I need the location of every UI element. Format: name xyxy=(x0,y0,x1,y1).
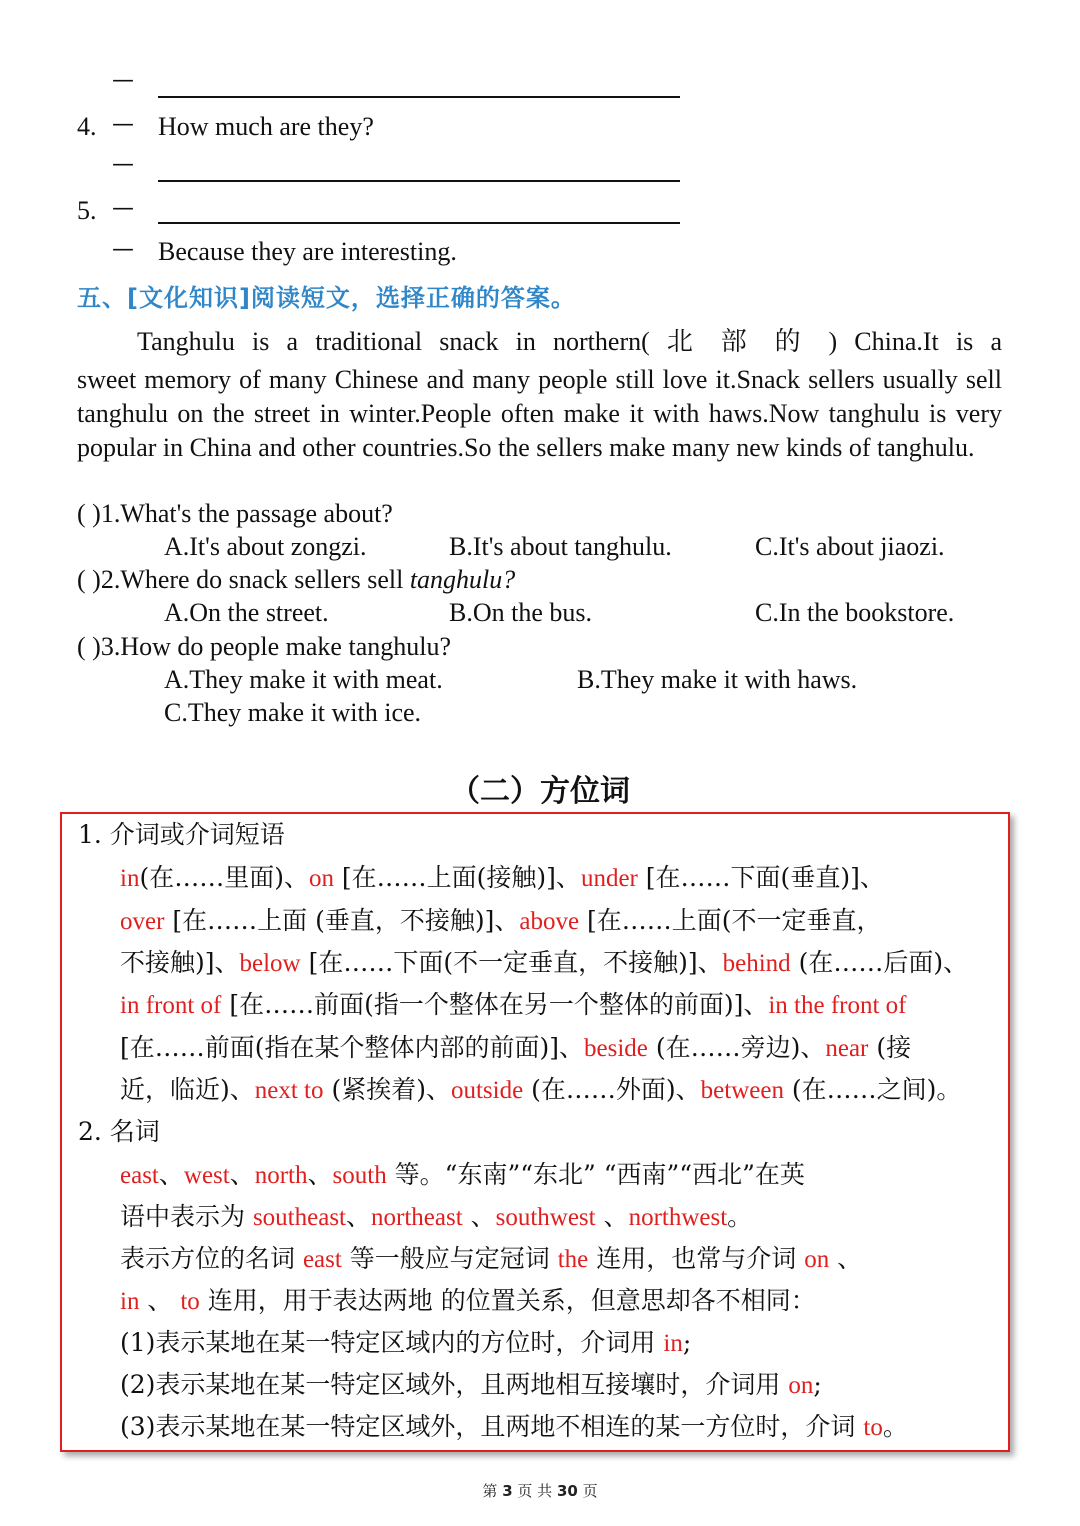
q4-text: How much are they? xyxy=(158,112,374,141)
text-segment: 语中表示为 xyxy=(120,1202,253,1231)
box-line-12 xyxy=(120,1368,822,1403)
keyword-red: east xyxy=(302,1246,342,1273)
keyword-red: near xyxy=(825,1035,869,1062)
text-segment: (紧挨着)、 xyxy=(323,1075,451,1104)
text-segment: (2)表示某地在某一特定区域外，且两地相互接壤时，介词用 xyxy=(120,1370,789,1399)
keyword-red: west xyxy=(183,1162,230,1189)
dash-4b: — xyxy=(112,152,134,177)
passage-body: sweet memory of many Chinese and many people still love it.Snack sellers usually sell tanghulu on the street in winter.People often make it with haws.Now tanghulu is very popular in China and other countries.So the sellers make many new kinds of tanghulu. xyxy=(77,365,1002,462)
keyword-red: to xyxy=(180,1288,200,1315)
keyword-red: east xyxy=(120,1162,159,1189)
text-segment: (在……外面)、 xyxy=(523,1075,701,1104)
q1-option-c[interactable]: C.It's about jiaozi. xyxy=(755,532,945,561)
text-segment: [在……下面(垂直)]、 xyxy=(637,863,885,892)
question-1: ( )1.What's the passage about? xyxy=(77,499,393,528)
text-segment: ; xyxy=(682,1328,692,1357)
keyword-red: in xyxy=(663,1330,683,1357)
text-segment: (接 xyxy=(868,1033,912,1062)
text-segment: 、 xyxy=(829,1244,863,1273)
box-line-9 xyxy=(120,1242,862,1277)
text-segment: 。 xyxy=(882,1412,908,1441)
text-segment: 、 xyxy=(462,1202,496,1231)
keyword-red: in xyxy=(120,1288,140,1315)
dash-5b: — xyxy=(112,237,134,262)
text-segment: (在……之间)。 xyxy=(783,1075,962,1104)
text-segment: [在……上面(接触)]、 xyxy=(333,863,581,892)
text-segment: 连用，用于表达两地 的位置关系，但意思却各不相同： xyxy=(199,1286,816,1315)
box-line-3 xyxy=(120,946,968,981)
keyword-red: on xyxy=(804,1246,830,1273)
text-segment: (在……后面)、 xyxy=(790,948,969,977)
text-segment: 。 xyxy=(727,1202,753,1231)
text-segment: 近，临近)、 xyxy=(120,1075,255,1104)
q4-number: 4. xyxy=(77,112,97,141)
keyword-red: southwest xyxy=(495,1204,596,1231)
footer-total: 30 xyxy=(556,1482,578,1500)
q2-option-c[interactable]: C.In the bookstore. xyxy=(755,598,955,627)
q3-option-c[interactable]: C.They make it with ice. xyxy=(164,698,422,727)
keyword-red: outside xyxy=(450,1077,524,1104)
box-line-10 xyxy=(120,1284,816,1319)
dash-5a: — xyxy=(112,196,134,221)
question-3: ( )3.How do people make tanghulu? xyxy=(77,632,452,661)
footer-page: 3 xyxy=(502,1482,513,1500)
box-line-5 xyxy=(120,1031,911,1066)
keyword-red: below xyxy=(239,950,301,977)
section-title: （二）方位词 xyxy=(450,774,630,809)
text-segment: [在……前面(指一个整体在另一个整体的前面)]、 xyxy=(221,990,769,1019)
box-heading-1: 1. 介词或介词短语 xyxy=(78,820,285,849)
keyword-red: to xyxy=(863,1414,883,1441)
text-segment: [在……下面(不一定垂直，不接触)]、 xyxy=(300,948,723,977)
page-footer xyxy=(0,1480,1080,1501)
box-heading-2: 2. 名词 xyxy=(78,1117,160,1146)
keyword-red: beside xyxy=(584,1035,648,1062)
keyword-red: northwest xyxy=(628,1204,728,1231)
text-segment: 、 xyxy=(595,1202,629,1231)
text-segment: 、 xyxy=(229,1160,255,1189)
q2-option-a[interactable]: A.On the street. xyxy=(164,598,329,627)
q2-option-b[interactable]: B.On the bus. xyxy=(449,598,592,627)
keyword-red: above xyxy=(519,908,580,935)
text-segment: 连用，也常与介词 xyxy=(588,1244,805,1273)
keyword-red: the xyxy=(557,1246,589,1273)
text-segment: 、 xyxy=(139,1286,181,1315)
keyword-red: in xyxy=(120,865,140,892)
answer-blank-4[interactable] xyxy=(158,180,680,182)
box-line-1 xyxy=(120,861,885,896)
text-segment: (1)表示某地在某一特定区域内的方位时，介词用 xyxy=(120,1328,664,1357)
text-segment: [在……上面 (垂直，不接触)]、 xyxy=(164,906,520,935)
q5-number: 5. xyxy=(77,196,97,225)
box-line-7 xyxy=(120,1158,805,1193)
box-line-4 xyxy=(120,988,907,1023)
box-line-11 xyxy=(120,1326,691,1361)
box-line-2 xyxy=(120,904,882,939)
box-line-8 xyxy=(120,1200,752,1235)
text-segment: (在……旁边)、 xyxy=(647,1033,826,1062)
text-segment: (3)表示某地在某一特定区域外，且两地不相连的某一方位时，介词 xyxy=(120,1412,864,1441)
question-2-text: ( )2.Where do snack sellers sell xyxy=(77,565,410,594)
keyword-red: northeast xyxy=(371,1204,463,1231)
box-line-13 xyxy=(120,1410,908,1445)
keyword-red: behind xyxy=(722,950,791,977)
keyword-red: on xyxy=(788,1372,814,1399)
keyword-red: south xyxy=(332,1162,387,1189)
answer-blank-3[interactable] xyxy=(158,96,680,98)
text-segment: (在……里面)、 xyxy=(139,863,309,892)
text-segment: ; xyxy=(813,1370,822,1399)
text-segment: 、 xyxy=(307,1160,333,1189)
text-segment: 、 xyxy=(158,1160,184,1189)
q1-option-b[interactable]: B.It's about tanghulu. xyxy=(449,532,672,561)
text-segment: [在……上面(不一定垂直， xyxy=(579,906,882,935)
reading-heading: 五、[文化知识]阅读短文，选择正确的答案。 xyxy=(77,284,576,312)
answer-blank-5[interactable] xyxy=(158,222,680,224)
q3-option-b[interactable]: B.They make it with haws. xyxy=(577,665,858,694)
text-segment: [在……前面(指在某个整体内部的前面)]、 xyxy=(120,1033,585,1062)
keyword-red: southeast xyxy=(252,1204,346,1231)
q5-answer: Because they are interesting. xyxy=(158,237,457,266)
keyword-red: between xyxy=(700,1077,784,1104)
text-segment: 等。“东南”“东北” “西南”“西北”在英 xyxy=(386,1160,805,1189)
q1-option-a[interactable]: A.It's about zongzi. xyxy=(164,532,367,561)
text-segment: 表示方位的名词 xyxy=(120,1244,303,1273)
keyword-red: over xyxy=(120,908,165,935)
footer-pre: 第 xyxy=(482,1482,503,1500)
keyword-red: north xyxy=(254,1162,308,1189)
text-segment: 不接触)]、 xyxy=(120,948,240,977)
question-2 xyxy=(77,564,515,596)
passage-first-line: Tanghulu is a traditional snack in northern( 北 部 的 ) China.It is a xyxy=(137,327,1002,356)
keyword-red: on xyxy=(308,865,334,892)
q3-option-a[interactable]: A.They make it with meat. xyxy=(164,665,443,694)
box-line-6 xyxy=(120,1073,961,1108)
text-segment: 、 xyxy=(346,1202,372,1231)
keyword-red: next to xyxy=(254,1077,324,1104)
text-segment: 等一般应与定冠词 xyxy=(341,1244,558,1273)
footer-mid: 页 共 xyxy=(512,1482,557,1500)
keyword-red: under xyxy=(580,865,638,892)
question-2-italic: tanghulu? xyxy=(409,565,516,594)
keyword-red: in the front of xyxy=(768,992,907,1019)
dash-4a: — xyxy=(112,112,134,137)
footer-post: 页 xyxy=(577,1482,598,1500)
dash-3b: — xyxy=(112,68,134,93)
keyword-red: in front of xyxy=(120,992,222,1019)
